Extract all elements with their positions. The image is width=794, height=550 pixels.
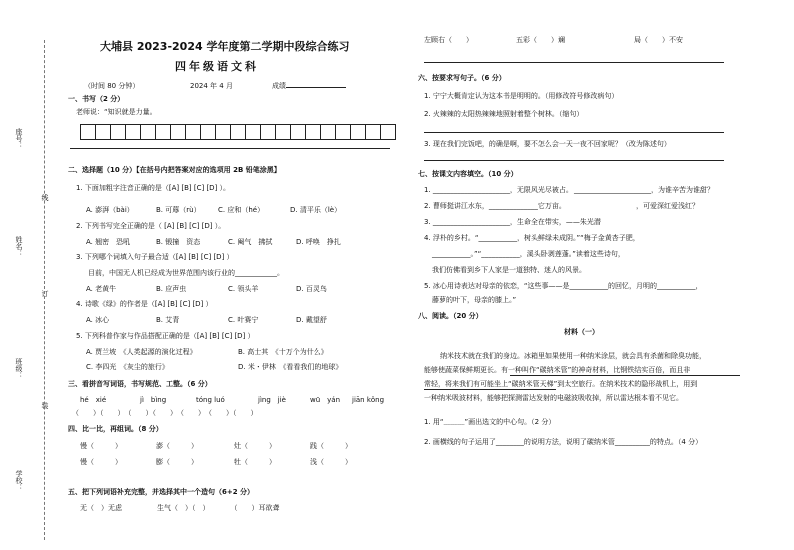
answer-line-top[interactable] [424,62,724,63]
q2-3-c: C. 领头羊 [228,285,259,293]
reading-p1: 纳米技术就在我们的身边。冰箱里如果使用一种纳米涂层，就会具有杀菌和除臭功能， [440,352,706,360]
q6-3-answer-line[interactable] [424,160,724,161]
writing-grid[interactable] [80,124,395,140]
bind-mark-2: 订 [41,290,49,297]
underline-sentence-2 [424,389,556,390]
compare-2-1[interactable]: 慢（ ） [80,458,122,466]
section-4-heading: 四、比一比，再组词。（8 分） [68,425,163,433]
pinyin-1: hé xié [80,396,107,404]
compare-2-3[interactable]: 牡（ ） [234,458,276,466]
compare-2-4[interactable]: 浅（ ） [310,458,352,466]
q2-3-a: A. 老黄牛 [86,285,117,293]
material-title: 材料（一） [564,328,599,336]
compare-1-1[interactable]: 慢（ ） [80,442,122,450]
pinyin-2: jì bìng [140,396,167,404]
q2-2: 2. 下列书写完全正确的是（ [A] [B] [C] [D] ）。 [76,222,226,230]
q2-5-a: A. 贾兰坡 《人类起源的演化过程》 [86,348,197,356]
section-8-heading: 八、阅读。（20 分） [418,312,483,320]
pinyin-6: jiān kǒng [352,396,385,404]
writing-line-1[interactable] [70,148,390,149]
seat-label: 座号： [15,128,23,149]
bind-mark-1: 线 [41,194,49,201]
q2-3-sentence: 目前，中国无人机已经成为世界范围内该行业的____________。 [88,269,284,277]
section-6-heading: 六、按要求写句子。（6 分） [418,74,506,82]
section-1-heading: 一、书写（2 分） [68,95,125,103]
q6-2-answer-line[interactable] [424,132,724,133]
q2-3: 3. 下列哪个词填入句子最合适（[A] [B] [C] [D] ） [76,253,234,261]
q2-4-a: A. 冰心 [86,316,110,324]
q7-1b[interactable]: ______________________，为谁辛苦为谁甜？ [574,186,714,194]
section-2-heading: 二、选择题（10 分）【在括号内把答案对应的选项用 2B 铅笔涂黑】 [68,166,281,174]
class-label: 班级： [15,358,23,379]
q2-1-c: C. 应和（hé） [218,206,265,214]
q2-3-b: B. 应声虫 [156,285,187,293]
pinyin-5: wū yán [310,396,341,404]
q7-4c: 我们仿佛看到乡下人家是一道独特、迷人的风景。 [432,266,586,274]
q2-5-c: C. 李四光 《灰尘的旅行》 [86,363,169,371]
q2-1: 1. 下面加粗字注音正确的是（[A] [B] [C] [D] ）。 [76,184,231,192]
exam-title: 大埔县 2023-2024 学年度第二学期中段综合练习 [100,40,350,53]
pinyin-answer-boxes[interactable]: （ ）（ ） （ ）（ ） （ ） （ ）（ ） [72,409,258,417]
section-7-heading: 七、按课文内容填空。（10 分） [418,170,518,178]
underline-sentence-1 [510,375,740,376]
score-label: 成绩 [272,82,346,91]
compare-2-2[interactable]: 膨（ ） [156,458,198,466]
q8-2[interactable]: 2. 画横线的句子运用了________的说明方法，说明了碳纳米管__________的特点。（4 分） [424,438,703,446]
q2-4-b: B. 艾青 [156,316,180,324]
q7-5[interactable]: 5. 冰心用诗表达对母亲的依恋，“这些事——是___________的回忆，月明的___________， [424,282,703,290]
q2-4-d: D. 戴望舒 [296,316,327,324]
q7-2[interactable]: 2. 曹师挺讲江水东，______________它万亩。 [424,202,566,210]
q6-1: 1. 宁宁大概肯定认为这本书是明明的。（用修改符号修改病句） [424,92,619,100]
q7-3[interactable]: 3. ______________________，生命全在带实，——朱光潜 [424,218,601,226]
binding-line [44,40,45,540]
school-label: 学校： [15,470,23,491]
q2-1-a: A. 澎湃（bài） [86,206,134,214]
q2-5-b: B. 高士其 《十万个为什么》 [238,348,328,356]
bind-mark-3: 装 [41,402,49,409]
section-5-heading: 五、把下列词语补充完整，并选择其中一个造句（6+2 分） [68,488,255,496]
q2-4-c: C. 叶赛宁 [228,316,259,324]
teacher-says: 老师说：“知识就是力量。 [76,108,157,116]
compare-1-4[interactable]: 践（ ） [310,442,352,450]
reading-p3: 常轻，将来我们有可能坐上“碳纳米管天梯”到太空旅行。在纳米技术的隐形战机上，用到 [424,380,698,388]
compare-1-3[interactable]: 灶（ ） [234,442,276,450]
idiom-row[interactable]: 无（ ）无虑 生气（ ）（ ） （ ）耳欲聋 [80,504,280,512]
exam-date: 2024 年 4 月 [190,82,233,90]
q2-1-b: B. 可蓐（rù） [156,206,201,214]
section-3-heading: 三、看拼音写词语，书写规范、工整。（6 分） [68,380,212,388]
name-label: 姓名： [15,236,23,257]
q2-2-c: C. 阉气 拂拭 [228,238,273,246]
reading-p2: 能够使蔬菜保鲜期更长。有一种叫作“碳纳米管”的神奇材料，比钢铁结实百倍，而且非 [424,366,691,374]
q7-5b: 藤萝的叶下，母亲的膝上。” [432,296,517,304]
q7-1a[interactable]: 1. ______________________，无限风光尽被占。 [424,186,573,194]
q2-1-d: D. 清平乐（lè） [290,206,342,214]
exam-subject: 四年级语文科 [175,60,259,73]
pinyin-4: jìng jiè [258,396,286,404]
q2-2-b: B. 锻撞 资态 [156,238,201,246]
q2-5-d: D. 米・伊林 《看看我们的地球》 [238,363,343,371]
q2-4: 4. 诗歌《绿》的作者是（[A] [B] [C] [D] ） [76,300,213,308]
idiom-a[interactable]: 左顾右（ ） [424,36,473,44]
reading-p4: 一种纳米吸波材料，能够把探测雷达发射的电磁波吸收掉，所以雷达根本看不见它。 [424,394,683,402]
q2-5: 5. 下列科普作家与作品搭配正确的是（[A] [B] [C] [D] ） [76,332,255,340]
pinyin-3: tóng luó [196,396,225,404]
q6-3: 3. 现在我们完饭吧，的确是啊，要不怎么会一天一夜不回家呢？（改为陈述句） [424,140,671,148]
q8-1: 1. 用“﹏﹏﹏”画出选文的中心句。（2 分） [424,418,556,426]
q2-3-d: D. 百灵鸟 [296,285,327,293]
q2-2-d: D. 呼唤 挣扎 [296,238,341,246]
idiom-c[interactable]: 局（ ）不安 [634,36,683,44]
q7-2b[interactable]: ，可爱深红爱浅红？ [636,202,699,210]
compare-1-2[interactable]: 澎（ ） [156,442,198,450]
q6-2: 2. 火辣辣的太阳热辣辣地照射着整个树林。（缩句） [424,110,584,118]
q2-2-a: A. 翘密 恐吼 [86,238,131,246]
q7-4b[interactable]: ___________。”“___________，溪头卧剥莲蓬。”读着这些诗句， [432,250,625,258]
exam-time: （时间 80 分钟） [84,82,140,90]
q7-4[interactable]: 4. 浮朴的乡村。“___________，树头鲜绿未成阴。”“梅子金黄杏子肥， [424,234,640,242]
idiom-b[interactable]: 五彩（ ）斓 [516,36,565,44]
